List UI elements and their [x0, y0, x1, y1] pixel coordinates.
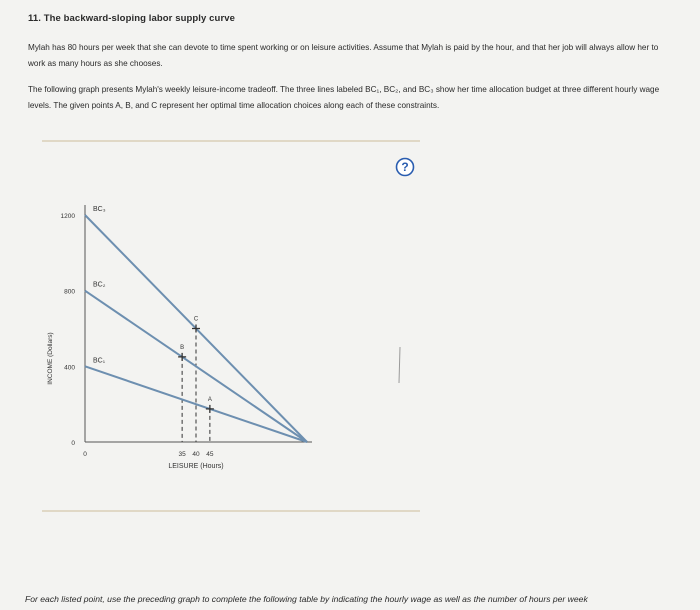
- point-label: C: [193, 316, 199, 323]
- help-icon[interactable]: [395, 157, 415, 177]
- table-instructions: For each listed point, use the preceding graph to complete the following table by indicating the hourly wage as well as the number of hours per week: [25, 594, 588, 604]
- x-tick-label: 45: [206, 451, 214, 458]
- y-axis-label: INCOME (Dollars): [47, 332, 54, 385]
- question-paragraph-1: Mylah has 80 hours per week that she can devote to time spent working or on leisure activities. Assume that Mylah is paid by the hour, and that her job will always allow her to work as many hours as she chooses.: [28, 43, 659, 68]
- y-tick-label: 1200: [60, 213, 75, 220]
- x-tick-label: 40: [192, 451, 200, 458]
- chart-axes: [85, 205, 312, 442]
- x-axis-label: LEISURE (Hours): [168, 463, 224, 470]
- x-tick-label: 35: [178, 451, 186, 458]
- question-paragraph-2: The following graph presents Mylah's weekly leisure-income tradeoff. The three lines labeled BC₁, BC₂, and BC₃ show her time allocation budget at three different hourly wage levels. The given points A, B, and C represent her optimal time allocation choices along each of these constraints.: [28, 85, 660, 110]
- question-heading: 11. The backward-sloping labor supply curve: [28, 13, 236, 24]
- budget-line-label: BC₃: [93, 206, 106, 213]
- top-divider: [42, 140, 420, 142]
- x-tick-label: 0: [83, 451, 87, 458]
- point-label: A: [207, 396, 212, 403]
- scratch-mark: [395, 345, 405, 385]
- svg-text:?: ?: [401, 160, 409, 175]
- bottom-divider: [42, 510, 420, 512]
- y-tick-label: 800: [64, 288, 75, 296]
- budget-line-label: BC₁: [93, 357, 106, 365]
- x-tick-labels: [83, 451, 214, 458]
- budget-line-label: BC₂: [93, 281, 106, 289]
- budget-line: [85, 291, 307, 442]
- y-tick-label: 400: [64, 364, 75, 372]
- point-label: B: [180, 344, 185, 351]
- y-tick-label: 0: [71, 440, 75, 447]
- guide-lines: [182, 329, 210, 443]
- y-tick-labels: [61, 213, 76, 447]
- leisure-income-chart: [40, 190, 330, 480]
